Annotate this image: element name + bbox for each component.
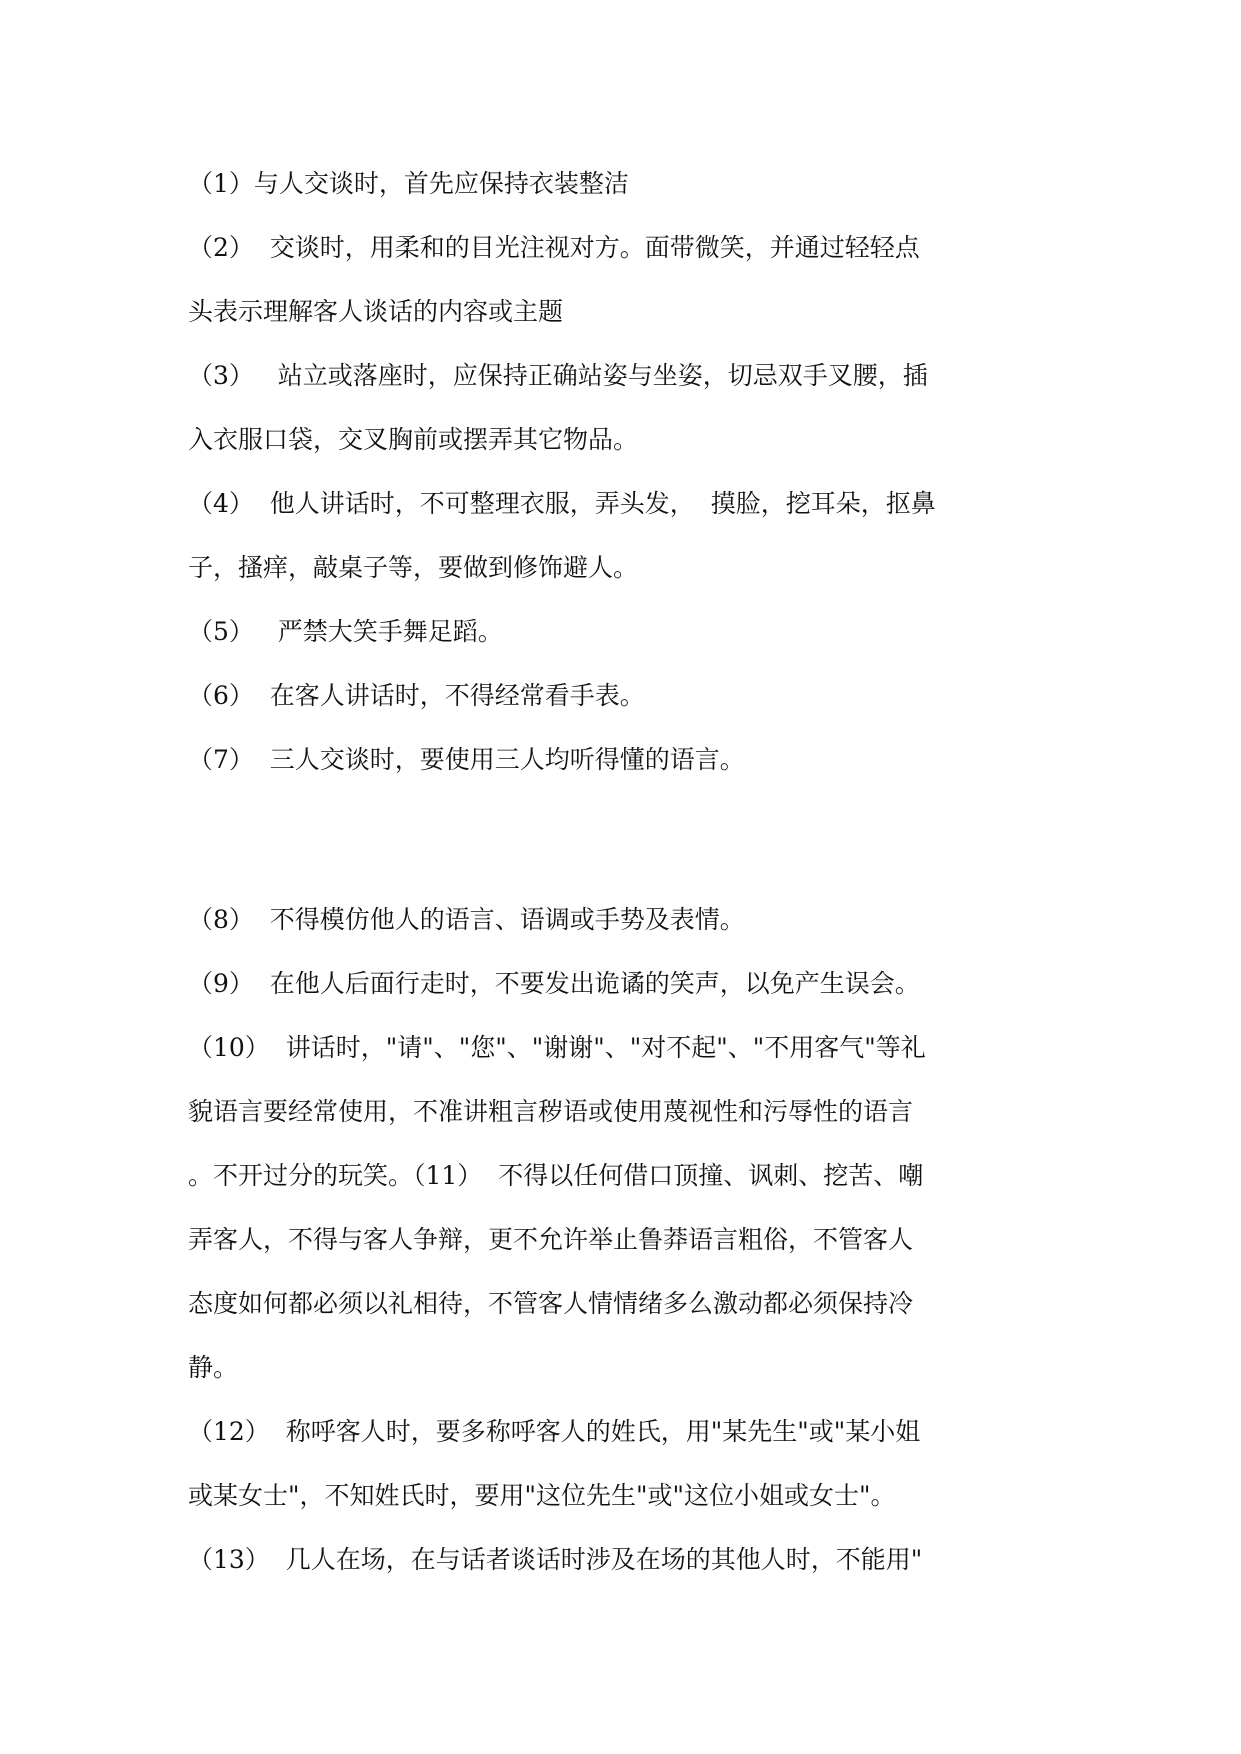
text-line: （6） 在客人讲话时，不得经常看手表。 bbox=[188, 681, 645, 710]
text-line: 弄客人，不得与客人争辩，更不允许举止鲁莽语言粗俗，不管客人 bbox=[188, 1225, 914, 1254]
text-line: 态度如何都必须以礼相待，不管客人情情绪多么激动都必须保持冷 bbox=[188, 1289, 914, 1318]
text-line: 子，搔痒，敲桌子等，要做到修饰避人。 bbox=[188, 553, 639, 582]
text-line: （5） 严禁大笑手舞足蹈。 bbox=[188, 617, 503, 646]
text-line: 或某女士"，不知姓氏时，要用"这位先生"或"这位小姐或女士"。 bbox=[188, 1481, 896, 1510]
text-line: （9） 在他人后面行走时，不要发出诡谲的笑声，以免产生误会。 bbox=[188, 969, 920, 998]
text-line: 静。 bbox=[188, 1353, 239, 1382]
text-line: 头表示理解客人谈话的内容或主题 bbox=[188, 297, 564, 326]
text-line: （4） 他人讲话时，不可整理衣服，弄头发， 摸脸，挖耳朵，抠鼻 bbox=[188, 489, 936, 518]
text-line: （10） 讲话时，"请"、"您"、"谢谢"、"对不起"、"不用客气"等礼 bbox=[188, 1033, 926, 1062]
text-line: 入衣服口袋，交叉胸前或摆弄其它物品。 bbox=[188, 425, 639, 454]
text-line: 貌语言要经常使用，不准讲粗言秽语或使用蔑视性和污辱性的语言 bbox=[188, 1097, 914, 1126]
text-line: （8） 不得模仿他人的语言、语调或手势及表情。 bbox=[188, 905, 745, 934]
text-line: （12） 称呼客人时，要多称呼客人的姓氏，用"某先生"或"某小姐 bbox=[188, 1417, 921, 1446]
text-line: （1）与人交谈时，首先应保持衣装整洁 bbox=[188, 169, 629, 198]
text-line: （2） 交谈时，用柔和的目光注视对方。面带微笑，并通过轻轻点 bbox=[188, 233, 920, 262]
text-line: 。不开过分的玩笑。（11） 不得以任何借口顶撞、讽刺、挖苦、嘲 bbox=[188, 1161, 924, 1190]
text-line: （7） 三人交谈时，要使用三人均听得懂的语言。 bbox=[188, 745, 745, 774]
text-line: （13） 几人在场，在与话者谈话时涉及在场的其他人时，不能用" bbox=[188, 1545, 923, 1574]
text-line: （3） 站立或落座时，应保持正确站姿与坐姿，切忌双手叉腰，插 bbox=[188, 361, 928, 390]
